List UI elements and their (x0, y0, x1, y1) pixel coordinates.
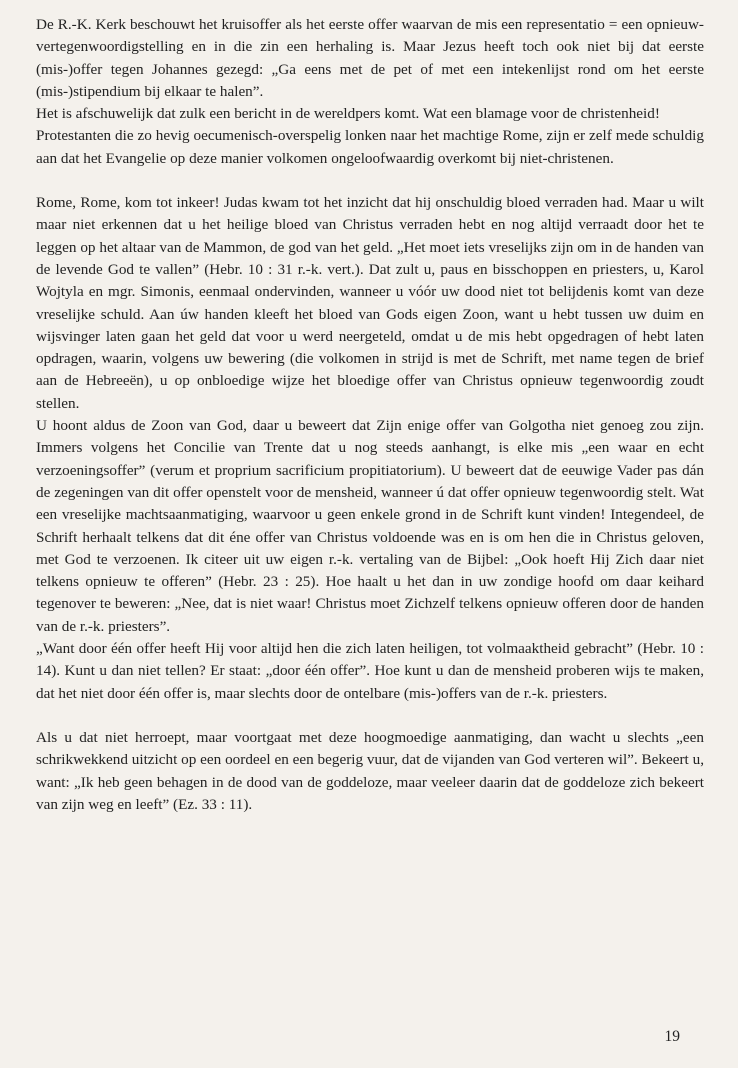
paragraph-intro: De R.-K. Kerk beschouwt het kruisoffer als het eerste offer waarvan de mis een representatio = een opnieuw-vertegenwoordigstelling en in die zin een herhaling is. Maar Jezus heeft toch ook niet bij dat eerste (mis-)offer tegen Johannes gezegd: „Ga eens met de pet of met een intekenlijst rond om het eerste (mis-)stipendium bij elkaar te halen”. (36, 16, 704, 100)
paragraph-gap (36, 705, 704, 727)
paragraph-herroept: Als u dat niet herroept, maar voortgaat met deze hoogmoedige aanmatiging, dan wacht u slechts „een schrikwekkend uitzicht op een oordeel en een begerig vuur, dat de vijanden van God verteren wil”. Bekeert u, want: „Ik heb geen behagen in de dood van de goddeloze, maar veeleer daarin dat de goddeloze zich bekeert van zijn weg en leeft” (Ez. 33 : 11). (36, 728, 704, 813)
page-number: 19 (664, 1028, 680, 1045)
paragraph-gap (36, 170, 704, 192)
paragraph-rome: Rome, Rome, kom tot inkeer! Judas kwam tot het inzicht dat hij onschuldig bloed verraden had. Maar u wilt maar niet erkennen dat u het heilige bloed van Christus verraden hebt en nog altijd verraadt door het te leggen op het altaar van de Mammon, de god van het geld. „Het moet iets vreselijks zijn om in de handen van de levende God te vallen” (Hebr. 10 : 31 r.-k. vert.). Dat zult u, paus en bisschoppen en priesters, u, Karol Wojtyla en mgr. Simonis, eenmaal ondervinden, wanneer u vóór uw dood niet tot belijdenis komt van deze vreselijke schuld. Aan úw handen kleeft het bloed van Gods eigen Zoon, want u hebt tussen uw duim en wijsvinger laten gaan het geld dat voor u werd neergeteld, omdat u de mis hebt opgedragen of hebt laten opdragen, waarin, volgens uw bewering (die volkomen in strijd is met de Schrift, met name tegen de brief aan de Hebreeën), u op onbloedige wijze het bloedige offer van Christus opnieuw tegenwoordig zoudt stellen. (36, 194, 704, 412)
paragraph-een-offer: „Want door één offer heeft Hij voor altijd hen die zich laten heiligen, tot volmaaktheid gebracht” (Hebr. 10 : 14). Kunt u dan niet tellen? Er staat: „door één offer”. Hoe kunt u dan de mensheid proberen wijs te maken, dat het niet door één offer is, maar slechts door de ontelbare (mis-)offers van de r.-k. priesters. (36, 640, 704, 702)
paragraph-protestanten: Protestanten die zo hevig oecumenisch-overspelig lonken naar het machtige Rome, zijn er zelf mede schuldig aan dat het Evangelie op deze manier volkomen ongeloofwaardig overkomt bij niet-christenen. (36, 127, 704, 167)
paragraph-wereldpers: Het is afschuwelijk dat zulk een bericht in de wereldpers komt. Wat een blamage voor de christenheid! (36, 105, 660, 123)
paragraph-golgotha: U hoont aldus de Zoon van God, daar u beweert dat Zijn enige offer van Golgotha niet genoeg zou zijn. Immers volgens het Concilie van Trente dat u nog steeds aanhangt, is elke mis „een waar en echt verzoeningsoffer” (verum et proprium sacrificium propitiatorium). U beweert dat de eeuwige Vader pas dán de zegeningen van dit offer openstelt voor de mensheid, wanneer ú dat offer opnieuw tegenwoordig stelt. Wat een vreselijke machtsaanmatiging, waarvoor u geen enkele grond in de Schrift kunt vinden! Integendeel, de Schrift herhaalt telkens dat dit éne offer van Christus voldoende was en is om hen die in Christus geloven, met God te verzoenen. Ik citeer uit uw eigen r.-k. vertaling van de Bijbel: „Ook hoeft Hij Zich daar niet telkens opnieuw te offeren” (Hebr. 23 : 25). Hoe haalt u het dan in uw zondige hoofd om daar keihard tegenover te beweren: „Nee, dat is niet waar! Christus moet Zichzelf telkens opnieuw offeren door de handen van de r.-k. priesters”. (36, 417, 704, 635)
